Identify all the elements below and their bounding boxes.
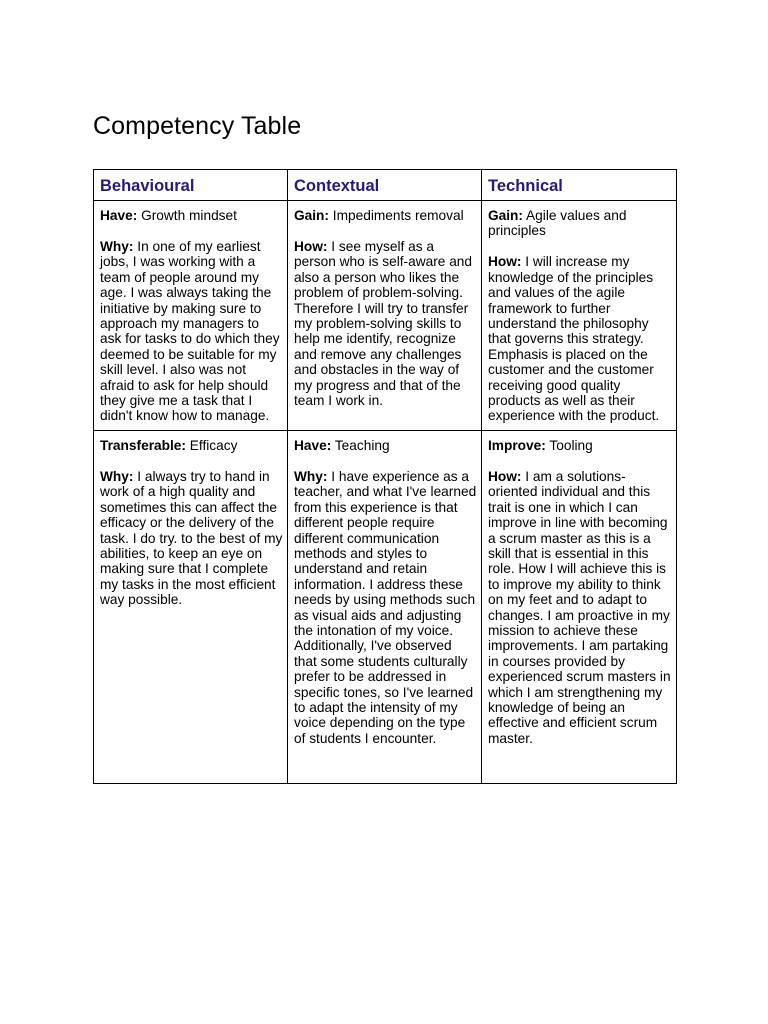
table-cell <box>482 431 677 784</box>
cell-para-text: I will increase my knowledge of the principles and values of the agile framework to further understand the philosophy that governs this strategy. Emphasis is placed on the customer and the customer receiving good quality products as well as their experience with the product. <box>488 254 660 424</box>
cell-label: Gain: <box>294 208 329 223</box>
table-row <box>94 431 677 784</box>
cell-para-label: Why: <box>100 468 134 484</box>
competency-table <box>93 169 677 784</box>
cell-value: Growth mindset <box>141 208 237 223</box>
cell-para-label: Why: <box>294 468 328 484</box>
table-cell <box>288 431 482 784</box>
page-title: Competency Table <box>93 112 302 140</box>
cell-value: Efficacy <box>189 438 238 453</box>
cell-para-text: I am a solutions-oriented individual and this trait is one in which I can improve in line with becoming a scrum master as this is a skill that is essential in this role. How I will achieve this is to improve my ability to think on my feet and to adapt to changes. I am proactive in my mission to achieve these improvements. I am partaking in courses provided by experienced scrum masters in which I am strengthening my knowledge of being an effective and efficient scrum master. <box>488 468 671 746</box>
cell-value: Tooling <box>549 438 593 453</box>
table-cell <box>288 201 482 431</box>
cell-value: Impediments removal <box>332 208 464 223</box>
header-row <box>94 170 677 201</box>
cell-value: Agile values and principles <box>488 208 627 239</box>
cell-para-text: I see myself as a person who is self-aware and also a person who likes the problem of problem-solving. Therefore I will try to transfer my problem-solving skills to help me identify, recognize and remove any challenges and obstacles in the way of my progress and that of the team I work in. <box>294 238 473 408</box>
table-cell <box>94 431 288 784</box>
cell-para-text: I have experience as a teacher, and what I've learned from this experience is that different people require different communication methods and styles to understand and retain information. I address these needs by using methods such as visual aids and adjusting the intonation of my voice. Additionally, I've observed that some students culturally prefer to be addressed in specific tones, so I've learned to adapt the intensity of my voice depending on the type of students I encounter. <box>294 468 477 746</box>
cell-para-text: I always try to hand in work of a high quality and sometimes this can affect the efficacy or the delivery of the task. I do try. to the best of my abilities, to keep an eye on making sure that I complete my tasks in the most efficient way possible. <box>100 468 283 608</box>
table-row <box>94 201 677 431</box>
cell-label: Have: <box>294 438 332 453</box>
cell-label: Improve: <box>488 438 546 453</box>
table-cell <box>482 201 677 431</box>
column-header-behavioural: Behavioural <box>94 170 288 201</box>
column-header-technical: Technical <box>482 170 677 201</box>
cell-para-label: How: <box>294 238 328 254</box>
column-header-contextual: Contextual <box>288 170 482 201</box>
cell-para-label: How: <box>488 468 522 484</box>
cell-label: Have: <box>100 208 138 223</box>
cell-para-text: In one of my earliest jobs, I was working with a team of people around my age. I was always taking the initiative by making sure to approach my managers to ask for tasks to do which they deemed to be suitable for my skill level. I also was not afraid to ask for help should they give me a task that I didn't know how to manage. <box>100 238 280 424</box>
cell-label: Transferable: <box>100 438 186 453</box>
cell-value: Teaching <box>334 438 390 453</box>
cell-label: Gain: <box>488 208 523 223</box>
table-cell <box>94 201 288 431</box>
cell-para-label: How: <box>488 254 522 270</box>
cell-para-label: Why: <box>100 238 134 254</box>
